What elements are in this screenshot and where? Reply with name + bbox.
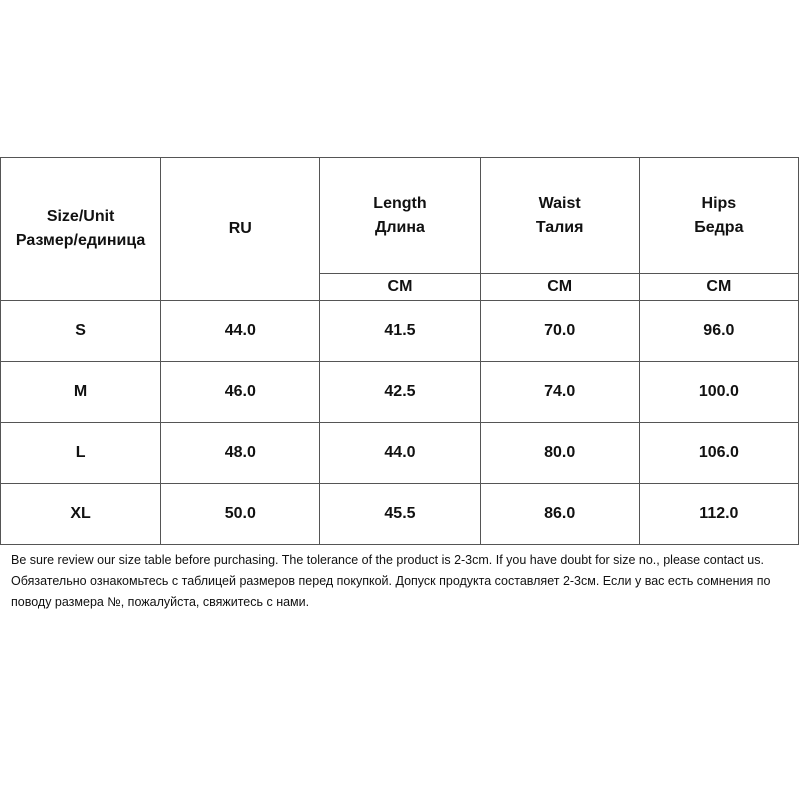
cell-size: M	[1, 362, 161, 423]
size-note	[11, 550, 791, 613]
cell-waist: 80.0	[480, 423, 639, 484]
header-hips-ru: Бедра	[694, 218, 744, 236]
header-size-unit-ru: Размер/единица	[15, 232, 146, 249]
cell-length: 42.5	[320, 362, 480, 423]
cell-size: L	[1, 423, 161, 484]
unit-hips: CM	[639, 274, 798, 301]
cell-hips: 112.0	[639, 484, 798, 545]
table-row	[1, 423, 799, 484]
header-size-unit-en: Size/Unit	[46, 208, 115, 225]
header-ru-label: RU	[228, 220, 252, 237]
header-waist-ru: Талия	[535, 218, 584, 236]
header-length-ru: Длина	[374, 218, 425, 236]
cell-waist: 86.0	[480, 484, 639, 545]
cell-length: 41.5	[320, 301, 480, 362]
table-row	[1, 484, 799, 545]
header-hips-en: Hips	[701, 194, 737, 212]
table-row	[1, 301, 799, 362]
size-note-ru: Обязательно ознакомьтесь с таблицей размеров перед покупкой. Допуск продукта составляет 2-3см. Если у вас есть сомнения по поводу размера №, пожалуйста, свяжитесь с нами.	[11, 574, 771, 609]
unit-waist: CM	[480, 274, 639, 301]
cell-length: 44.0	[320, 423, 480, 484]
header-hips	[639, 158, 798, 274]
unit-length: CM	[320, 274, 480, 301]
cell-ru: 44.0	[161, 301, 320, 362]
cell-length: 45.5	[320, 484, 480, 545]
cell-ru: 50.0	[161, 484, 320, 545]
cell-ru: 46.0	[161, 362, 320, 423]
cell-size: XL	[1, 484, 161, 545]
cell-hips: 100.0	[639, 362, 798, 423]
cell-waist: 74.0	[480, 362, 639, 423]
cell-ru: 48.0	[161, 423, 320, 484]
table-row	[1, 362, 799, 423]
header-waist	[480, 158, 639, 274]
header-length	[320, 158, 480, 274]
size-note-en: Be sure review our size table before purchasing. The tolerance of the product is 2-3cm. If you have doubt for size no., please contact us.	[11, 553, 764, 567]
header-length-en: Length	[373, 194, 427, 212]
cell-hips: 96.0	[639, 301, 798, 362]
cell-size: S	[1, 301, 161, 362]
cell-waist: 70.0	[480, 301, 639, 362]
header-waist-en: Waist	[538, 194, 581, 212]
table-header-row	[1, 158, 799, 274]
header-size-unit	[1, 158, 161, 301]
size-table	[0, 157, 799, 545]
cell-hips: 106.0	[639, 423, 798, 484]
header-ru	[161, 158, 320, 301]
